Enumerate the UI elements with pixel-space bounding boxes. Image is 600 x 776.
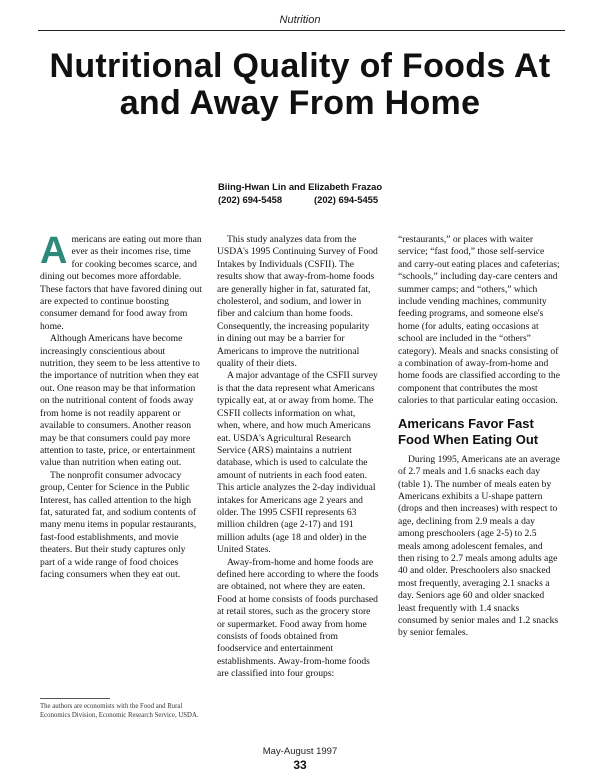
footnote: The authors are economists with the Food and Rural Economics Division, Economic Research Service, USDA. <box>40 703 199 719</box>
author-phone-2: (202) 694-5455 <box>314 194 379 205</box>
section-label: Nutrition <box>279 14 321 26</box>
footnote-divider <box>40 698 110 699</box>
header-divider <box>38 30 565 31</box>
paragraph <box>40 230 202 333</box>
paragraph-text: mericans are eating out more than ever as their incomes rise, time for cooking becomes scarce, and dining out becomes more affordable. These factors that have favored dining out are expected to continue boosting consumer demand for food away from home. <box>40 234 202 332</box>
author-phone-1: (202) 694-5458 <box>218 194 283 205</box>
author-block <box>218 180 410 206</box>
issue-date: May-August 1997 <box>262 746 338 757</box>
column-1 <box>40 230 202 581</box>
article-title: Nutritional Quality of Foods At and Away From Home <box>49 47 551 122</box>
section-subheading: Americans Favor Fast Food When Eating Out <box>398 415 539 447</box>
column-2 <box>217 234 379 681</box>
paragraph: A major advantage of the CSFII survey is that the data represent what Americans typically eat, at or away from home. The CSFII collects information on what, when, where, and how much Americans eat. USDA's Agricultural Research Service (ARS) maintains a nutrient database, which is used to calculate the amount of nutrients in each food eaten. This article analyzes the 2-day individual intakes for Americans age 2 years and older. The 1995 CSFII represents 63 million children (age 2-17) and 191 million adults (age 18 and older) in the United States. <box>217 370 378 556</box>
author-names: Biing-Hwan Lin and Elizabeth Frazao <box>218 181 383 192</box>
author-phones <box>218 193 410 206</box>
paragraph: The nonprofit consumer advocacy group, Center for Science in the Public Interest, has called attention to the high fat, saturated fat, and sodium contents of many menu items in popular restaurants, fast-food establishments, and movie theaters. But their study captures only part of a wide range of food choices facing consumers when they eat out. <box>40 469 197 580</box>
paragraph: “restaurants,” or places with waiter service; “fast food,” those self-service and carry-out eating places and cafeterias; “schools,” including day-care centers and summer camps; and “others,” which include vending machines, community feeding programs, and someone else's home (for adults, eating occasions at school are included in the “others” category). Meals and snacks consisting of a combination of away-from-home and home foods are classified according to the component that contributes the most calories to that particular eating occasion. <box>398 234 560 407</box>
paragraph: Away-from-home and home foods are defined here according to where the foods are obtained, not where they are eaten. Food at home consists of foods purchased at retail stores, such as the grocery store or supermarket. Food away from home consists of foods obtained from foodservice and entertainment establishments. Away-from-home foods are classified into four groups: <box>217 556 379 680</box>
paragraph: This study analyzes data from the USDA's 1995 Continuing Survey of Food Intakes by Individuals (CSFII). The results show that away-from-home foods are generally higher in fat, saturated fat, cholesterol, and sodium, and lower in fiber and calcium than home foods. Consequently, the increasing popularity in dining out may be a barrier for Americans to improve the nutritional quality of their diets. <box>217 234 378 370</box>
column-3 <box>398 234 560 640</box>
page-number: 33 <box>293 758 307 772</box>
drop-cap: A <box>40 230 68 272</box>
paragraph: Although Americans have become increasingly conscientious about nutrition, they seem to be less attentive to the importance of nutrition when they eat out. One reason may be that information on the nutritional content of foods away from home is not readily apparent or available to consumers. Another reason may be that consumers could pay more attention to taste, price, or entertainment value than nutrition when eating out. <box>40 333 200 469</box>
paragraph: During 1995, Americans ate an average of 2.7 meals and 1.6 snacks each day (table 1). The number of meals eaten by Americans exhibits a U-shape pattern (drops and then increases) with respect to age, declining from 2.9 meals a day among preschoolers (age 2-5) to 2.5 meals among adolescent females, and then rising to 2.7 meals among adults age 40 and older. Preschoolers also snacked most frequently, averaging 2.1 snacks a day. Seniors age 60 and older snacked least frequently with 1.4 snacks consumed by senior males and 1.2 snacks by senior females. <box>398 453 560 639</box>
